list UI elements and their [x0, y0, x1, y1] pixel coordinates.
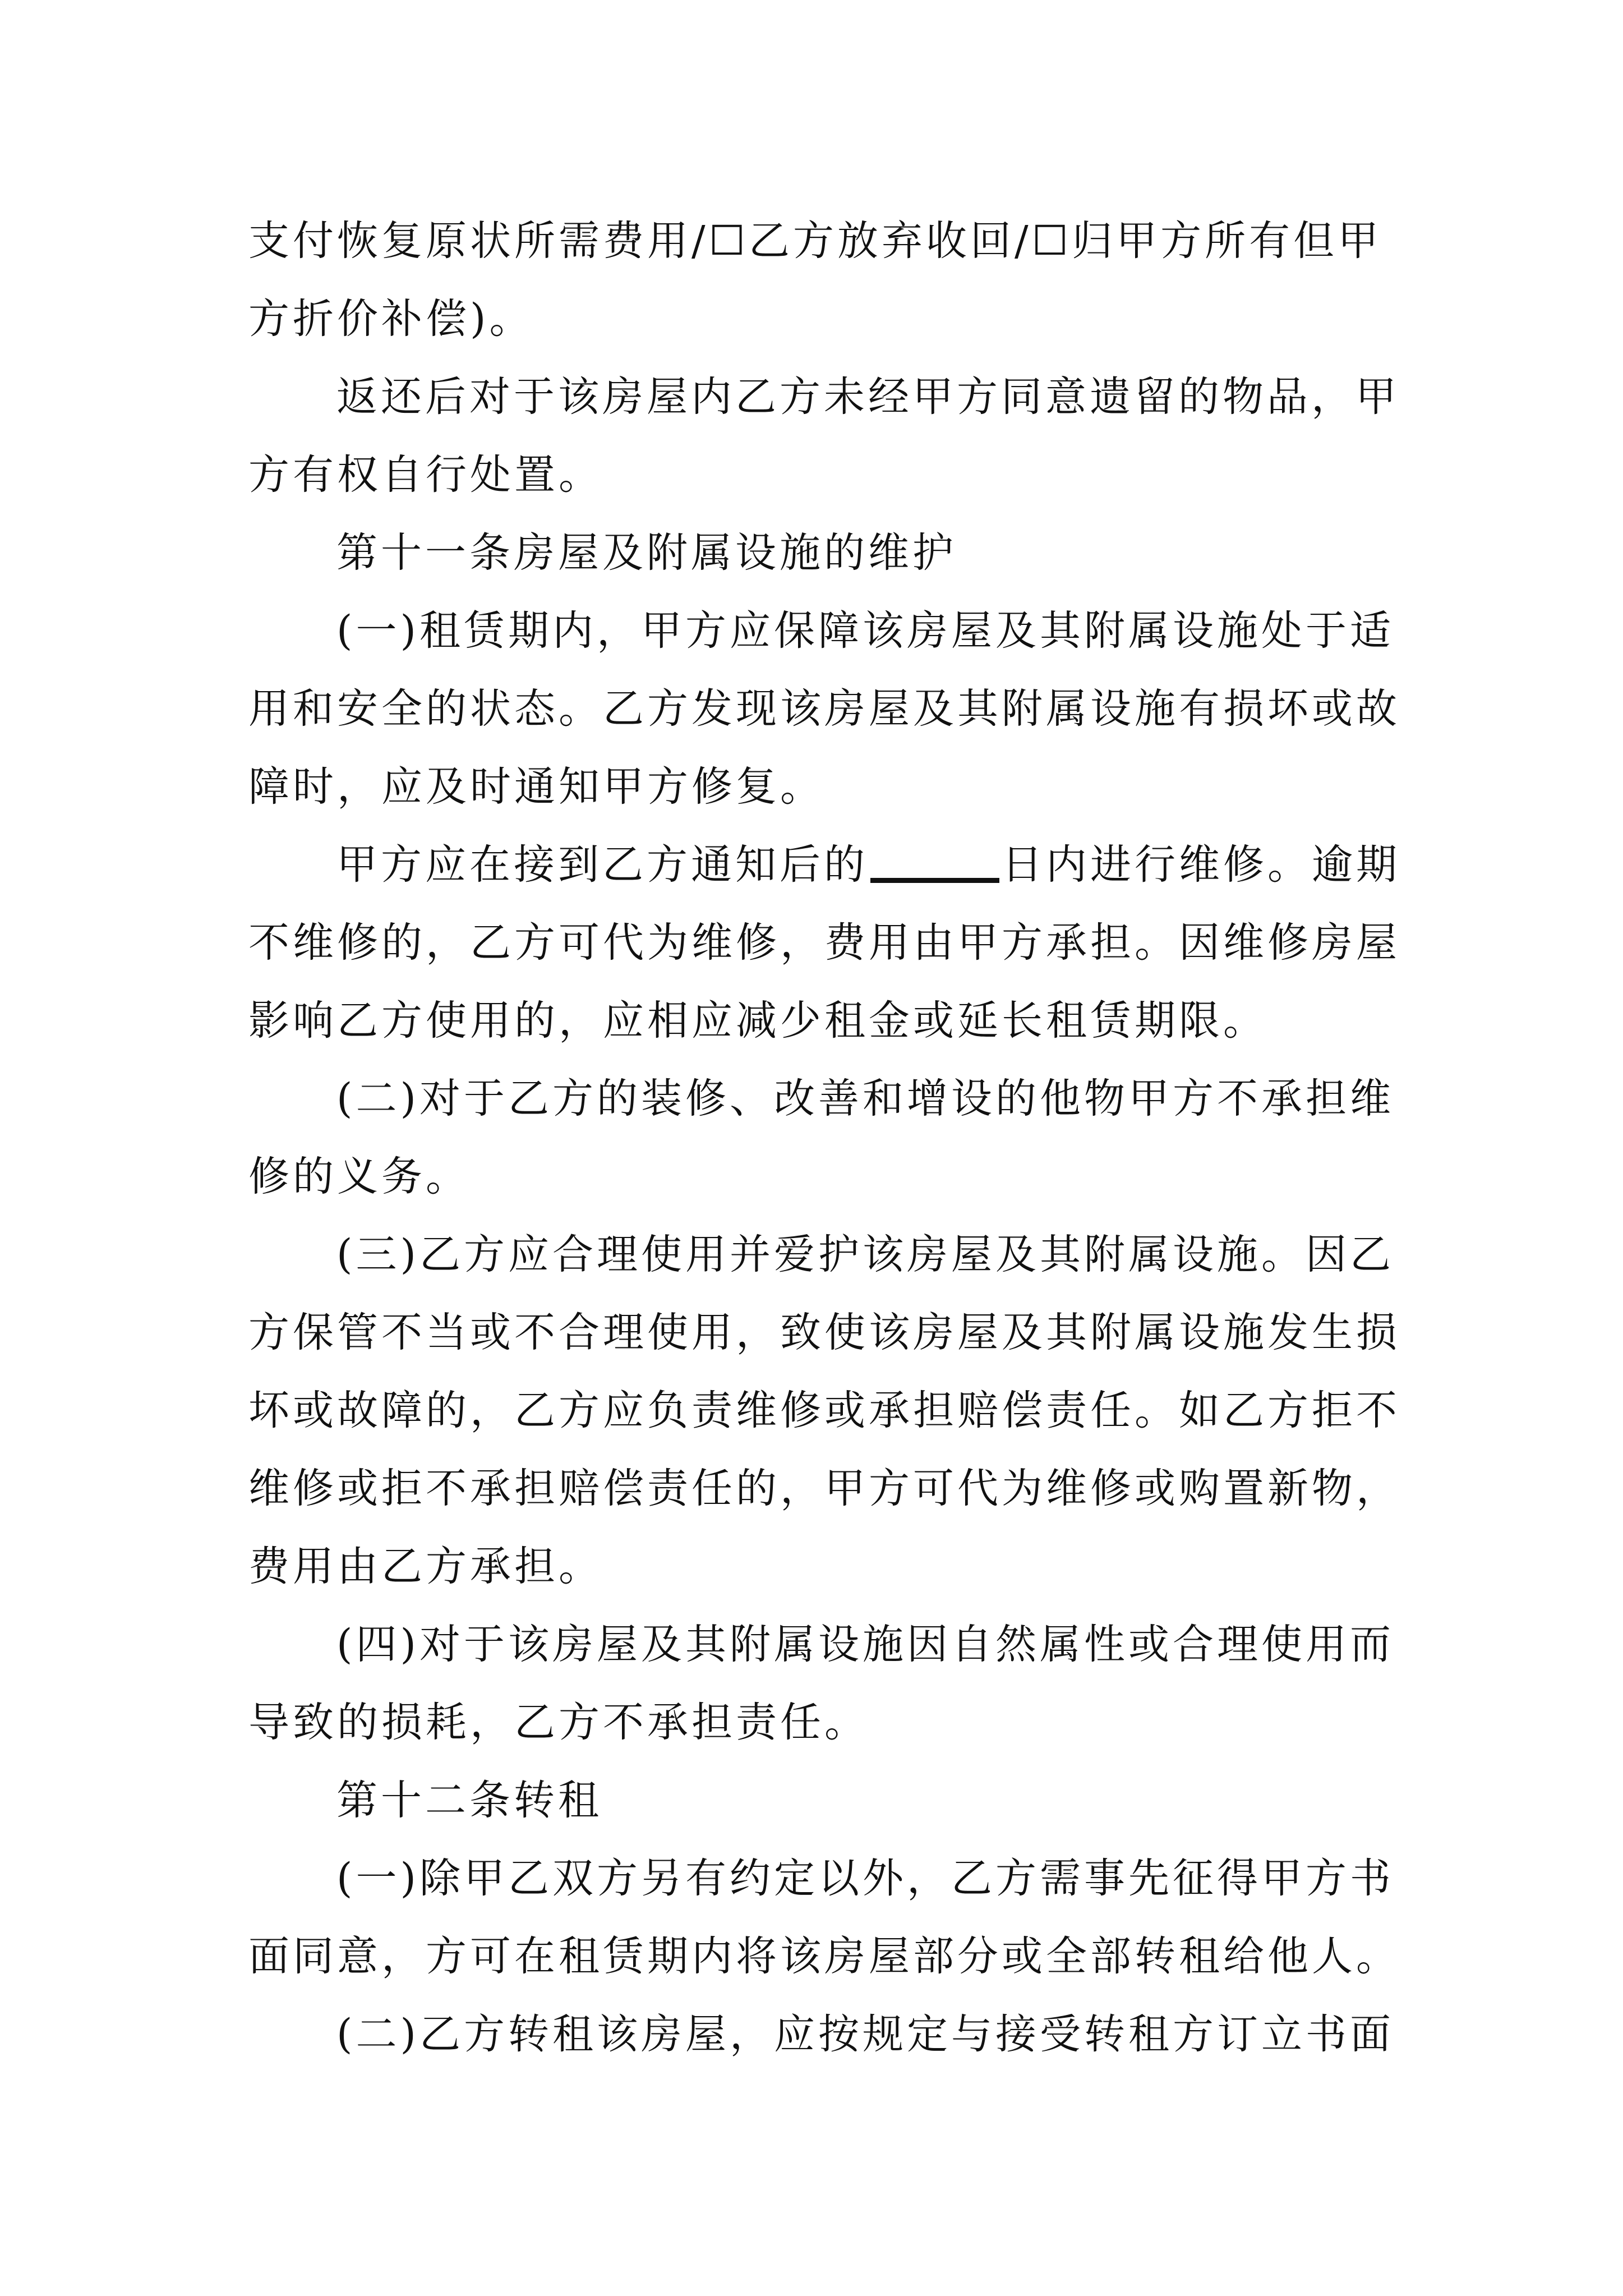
- paragraph-line: 坏或故障的，乙方应负责维修或承担赔偿责任。如乙方拒不: [248, 1387, 1400, 1434]
- paragraph-line: 不维修的，乙方可代为维修，费用由甲方承担。因维修房屋: [248, 919, 1400, 967]
- paragraph-line: 修的义务。: [248, 1153, 470, 1200]
- paragraph-line: (二)对于乙方的装修、改善和增设的他物甲方不承担维: [336, 1075, 1394, 1122]
- paragraph-line: (四)对于该房屋及其附属设施因自然属性或合理使用而: [336, 1621, 1394, 1668]
- paragraph-line: (三)乙方应合理使用并爱护该房屋及其附属设施。因乙: [336, 1231, 1394, 1278]
- paragraph-line: 方有权自行处置。: [248, 451, 603, 499]
- paragraph-line: 用和安全的状态。乙方发现该房屋及其附属设施有损坏或故: [248, 685, 1400, 733]
- fill-in-blank: [870, 878, 999, 883]
- paragraph-line: (二)乙方转租该房屋，应按规定与接受转租方订立书面: [336, 2010, 1394, 2058]
- paragraph-line: 支付恢复原状所需费用/☐乙方放弃收回/☐归甲方所有但甲: [248, 217, 1382, 265]
- paragraph-line-with-blank: [336, 826, 1400, 904]
- paragraph-text: 甲方应在接到乙方通知后的: [336, 841, 868, 889]
- paragraph-line: 维修或拒不承担赔偿责任的，甲方可代为维修或购置新物，: [248, 1465, 1400, 1512]
- paragraph-line: 影响乙方使用的，应相应减少租金或延长租赁期限。: [248, 997, 1267, 1045]
- paragraph-text: 日内进行维修。逾期: [1002, 841, 1400, 889]
- section-heading: 第十二条转租: [336, 1777, 602, 1824]
- paragraph-line: 导致的损耗，乙方不承担责任。: [248, 1699, 869, 1746]
- paragraph-line: 方折价补偿)。: [248, 295, 534, 343]
- paragraph-line: 障时，应及时通知甲方修复。: [248, 763, 824, 811]
- paragraph-line: 方保管不当或不合理使用，致使该房屋及其附属设施发生损: [248, 1309, 1400, 1356]
- section-heading: 第十一条房屋及附属设施的维护: [336, 529, 957, 577]
- paragraph-line: 面同意，方可在租赁期内将该房屋部分或全部转租给他人。: [248, 1932, 1400, 1980]
- paragraph-line: 费用由乙方承担。: [248, 1543, 603, 1590]
- paragraph-line: 返还后对于该房屋内乙方未经甲方同意遗留的物品，甲: [336, 373, 1400, 421]
- paragraph-line: (一)租赁期内，甲方应保障该房屋及其附属设施处于适: [336, 607, 1394, 655]
- paragraph-line: (一)除甲乙双方另有约定以外，乙方需事先征得甲方书: [336, 1855, 1394, 1902]
